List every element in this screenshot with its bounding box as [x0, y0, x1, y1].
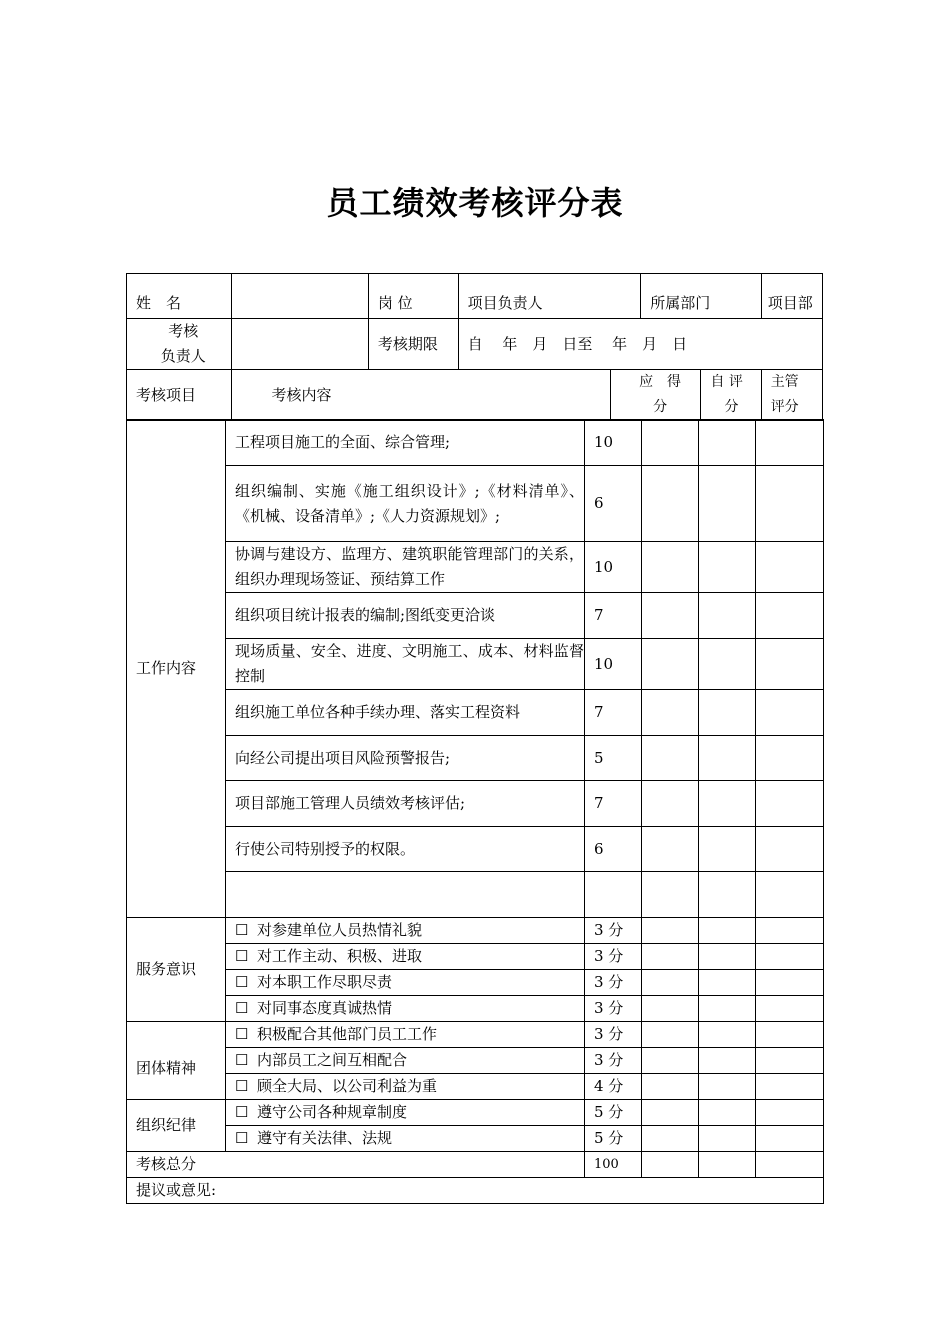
work-row: [127, 736, 824, 781]
team-section-label: [127, 1022, 226, 1100]
self-score-cell[interactable]: [642, 944, 699, 970]
assessor-label-line1: 考核: [168, 322, 199, 340]
work-score: 10: [585, 542, 642, 593]
checkbox-icon[interactable]: ☐: [235, 1077, 249, 1095]
col-header-self-line2: 分: [724, 399, 739, 415]
team-item-text: 顾全大局、以公司利益为重: [257, 1077, 438, 1095]
service-score: 3 分: [585, 918, 642, 944]
supervisor-score-cell[interactable]: [699, 944, 756, 970]
manager-score-cell[interactable]: [756, 1048, 824, 1074]
discipline-item: [226, 1126, 585, 1152]
manager-score-cell[interactable]: [756, 827, 824, 872]
service-score: 3 分: [585, 970, 642, 996]
self-score-cell[interactable]: [642, 918, 699, 944]
self-score-cell[interactable]: [642, 542, 699, 593]
manager-score-cell[interactable]: [756, 466, 824, 542]
manager-score-cell[interactable]: [756, 639, 824, 690]
department-label-text: 所属部门: [650, 294, 711, 312]
supervisor-score-cell[interactable]: [699, 593, 756, 639]
service-item-text: 对本职工作尽职尽责: [257, 973, 393, 991]
self-score-cell[interactable]: [642, 466, 699, 542]
self-score-cell[interactable]: [642, 1100, 699, 1126]
team-score: 4 分: [585, 1074, 642, 1100]
work-row: [127, 466, 824, 542]
checkbox-icon[interactable]: ☐: [235, 973, 249, 991]
service-item: [226, 918, 585, 944]
team-section-label-text: 团体精神: [136, 1059, 197, 1077]
work-row: [127, 542, 824, 593]
service-row: [127, 944, 824, 970]
work-score: 6: [585, 466, 642, 542]
manager-score-cell[interactable]: [756, 593, 824, 639]
service-item-text: 对参建单位人员热情礼貌: [257, 921, 423, 939]
manager-score-cell[interactable]: [756, 1100, 824, 1126]
col-header-due: [610, 370, 701, 421]
work-score: 10: [585, 639, 642, 690]
work-score: 10: [585, 420, 642, 466]
work-content-empty[interactable]: [226, 872, 585, 918]
work-content: 协调与建设方、监理方、建筑职能管理部门的关系，组织办理现场签证、预结算工作: [226, 542, 585, 593]
checkbox-icon[interactable]: ☐: [235, 1025, 249, 1043]
column-header-row: [127, 370, 823, 421]
self-score-cell[interactable]: [642, 872, 699, 918]
team-item: [226, 1074, 585, 1100]
discipline-item-text: 遵守有关法律、法规: [257, 1129, 393, 1147]
supervisor-score-cell[interactable]: [699, 690, 756, 736]
manager-score-cell[interactable]: [756, 736, 824, 781]
col-header-due-line1: 应 得: [639, 374, 682, 390]
work-section-label: 工作内容: [127, 420, 226, 918]
team-row: [127, 1074, 824, 1100]
checkbox-icon[interactable]: ☐: [235, 921, 249, 939]
assessor-field[interactable]: [231, 319, 368, 370]
self-score-cell[interactable]: [642, 827, 699, 872]
self-score-cell[interactable]: [642, 970, 699, 996]
service-item-text: 对工作主动、积极、进取: [257, 947, 423, 965]
manager-score-cell[interactable]: [756, 918, 824, 944]
name-label: 姓 名: [127, 274, 232, 319]
col-header-supervisor: [761, 370, 822, 421]
period-field[interactable]: 自 年 月 日至 年 月 日: [458, 319, 822, 370]
work-content: 组织施工单位各种手续办理、落实工程资料: [226, 690, 585, 736]
service-row: [127, 970, 824, 996]
self-score-cell[interactable]: [642, 1048, 699, 1074]
team-item: [226, 1048, 585, 1074]
team-row: [127, 1022, 824, 1048]
discipline-row: [127, 1126, 824, 1152]
suggestion-row: [127, 1178, 824, 1204]
work-score: 5: [585, 736, 642, 781]
checkbox-icon[interactable]: ☐: [235, 947, 249, 965]
checkbox-icon[interactable]: ☐: [235, 1051, 249, 1069]
discipline-item-text: 遵守公司各种规章制度: [257, 1103, 408, 1121]
col-header-item: 考核项目: [127, 370, 232, 421]
service-section-label: 服务意识: [127, 918, 226, 1022]
work-content: 向经公司提出项目风险预警报告;: [226, 736, 585, 781]
col-header-self-line1: 自 评: [710, 374, 743, 390]
manager-score-cell[interactable]: [756, 996, 824, 1022]
self-score-cell[interactable]: [642, 781, 699, 827]
team-score: 3 分: [585, 1022, 642, 1048]
service-item: [226, 970, 585, 996]
supervisor-score-cell[interactable]: [699, 1022, 756, 1048]
header-row-assessor: [127, 319, 823, 370]
supervisor-score-cell[interactable]: [699, 827, 756, 872]
service-score: 3 分: [585, 996, 642, 1022]
supervisor-score-cell[interactable]: [699, 1126, 756, 1152]
post-label: 岗 位: [368, 274, 458, 319]
service-item-text: 对同事态度真诚热情: [257, 999, 393, 1017]
department-label: [641, 274, 761, 319]
supervisor-score-cell[interactable]: [699, 970, 756, 996]
discipline-row: [127, 1100, 824, 1126]
supervisor-score-cell[interactable]: [699, 1048, 756, 1074]
work-row: [127, 593, 824, 639]
evaluation-body-table: [126, 419, 824, 1204]
self-score-cell[interactable]: [642, 996, 699, 1022]
work-content: 工程项目施工的全面、综合管理;: [226, 420, 585, 466]
manager-score-cell[interactable]: [756, 542, 824, 593]
work-row: [127, 690, 824, 736]
checkbox-icon[interactable]: ☐: [235, 1129, 249, 1147]
checkbox-icon[interactable]: ☐: [235, 999, 249, 1017]
department-field[interactable]: 项目部: [761, 274, 822, 319]
discipline-item: [226, 1100, 585, 1126]
col-header-self: [701, 370, 761, 421]
supervisor-score-cell[interactable]: [699, 872, 756, 918]
supervisor-score-cell[interactable]: [699, 466, 756, 542]
work-content: 组织编制、实施《施工组织设计》;《材料清单》、《机械、设备清单》;《人力资源规划》;: [226, 466, 585, 542]
self-score-cell[interactable]: [642, 420, 699, 466]
manager-score-cell[interactable]: [756, 872, 824, 918]
header-row-name: [127, 274, 823, 319]
col-header-content: 考核内容: [231, 370, 610, 421]
self-score-cell[interactable]: [642, 639, 699, 690]
supervisor-score-cell[interactable]: [699, 996, 756, 1022]
period-label: 考核期限: [368, 319, 458, 370]
work-score: 7: [585, 593, 642, 639]
col-header-supervisor-line2: 评分: [770, 399, 799, 415]
self-score-cell[interactable]: [642, 1022, 699, 1048]
discipline-score: 5 分: [585, 1126, 642, 1152]
col-header-supervisor-line1: 主管: [770, 374, 799, 390]
checkbox-icon[interactable]: ☐: [235, 1103, 249, 1121]
work-content: 项目部施工管理人员绩效考核评估;: [226, 781, 585, 827]
supervisor-score-cell[interactable]: [699, 736, 756, 781]
team-item-text: 积极配合其他部门员工工作: [257, 1025, 438, 1043]
work-row: [127, 639, 824, 690]
work-score-empty[interactable]: [585, 872, 642, 918]
self-score-cell[interactable]: [642, 1126, 699, 1152]
service-item: [226, 944, 585, 970]
manager-score-cell[interactable]: [756, 1126, 824, 1152]
supervisor-score-cell[interactable]: [699, 542, 756, 593]
service-row: [127, 996, 824, 1022]
supervisor-score-cell[interactable]: [699, 1074, 756, 1100]
self-score-cell[interactable]: [642, 690, 699, 736]
assessor-label: [127, 319, 232, 370]
work-row: [127, 420, 824, 466]
discipline-score: 5 分: [585, 1100, 642, 1126]
team-item-text: 内部员工之间互相配合: [257, 1051, 408, 1069]
service-item: [226, 996, 585, 1022]
manager-score-cell[interactable]: [756, 690, 824, 736]
manager-total-cell[interactable]: [756, 1152, 824, 1178]
supervisor-score-cell[interactable]: [699, 781, 756, 827]
work-content: 行使公司特别授予的权限。: [226, 827, 585, 872]
total-score: 100: [585, 1152, 642, 1178]
work-row-empty: [127, 872, 824, 918]
manager-score-cell[interactable]: [756, 1074, 824, 1100]
service-row: [127, 918, 824, 944]
manager-score-cell[interactable]: [756, 420, 824, 466]
self-score-cell[interactable]: [642, 736, 699, 781]
service-score: 3 分: [585, 944, 642, 970]
total-label: 考核总分: [127, 1152, 585, 1178]
evaluation-table: [126, 273, 823, 421]
total-row: [127, 1152, 824, 1178]
col-header-due-line2: 分: [653, 399, 668, 415]
self-score-cell[interactable]: [642, 593, 699, 639]
post-field[interactable]: 项目负责人: [458, 274, 641, 319]
supervisor-score-cell[interactable]: [699, 918, 756, 944]
work-content: 现场质量、安全、进度、文明施工、成本、材料监督控制: [226, 639, 585, 690]
self-total-cell[interactable]: [642, 1152, 699, 1178]
work-score: 6: [585, 827, 642, 872]
team-score: 3 分: [585, 1048, 642, 1074]
work-row: [127, 827, 824, 872]
team-item: [226, 1022, 585, 1048]
self-score-cell[interactable]: [642, 1074, 699, 1100]
work-row: [127, 781, 824, 827]
supervisor-score-cell[interactable]: [699, 1100, 756, 1126]
supervisor-score-cell[interactable]: [699, 420, 756, 466]
work-content: 组织项目统计报表的编制;图纸变更洽谈: [226, 593, 585, 639]
name-field[interactable]: [231, 274, 368, 319]
work-score: 7: [585, 781, 642, 827]
manager-score-cell[interactable]: [756, 781, 824, 827]
supervisor-total-cell[interactable]: [699, 1152, 756, 1178]
page-title: 员工绩效考核评分表: [326, 184, 624, 222]
discipline-section-label: 组织纪律: [127, 1100, 226, 1152]
assessor-label-line2: 负责人: [160, 347, 206, 365]
work-score: 7: [585, 690, 642, 736]
manager-score-cell[interactable]: [756, 1022, 824, 1048]
supervisor-score-cell[interactable]: [699, 639, 756, 690]
team-row: [127, 1048, 824, 1074]
manager-score-cell[interactable]: [756, 944, 824, 970]
manager-score-cell[interactable]: [756, 970, 824, 996]
suggestion-field[interactable]: 提议或意见:: [127, 1178, 824, 1204]
